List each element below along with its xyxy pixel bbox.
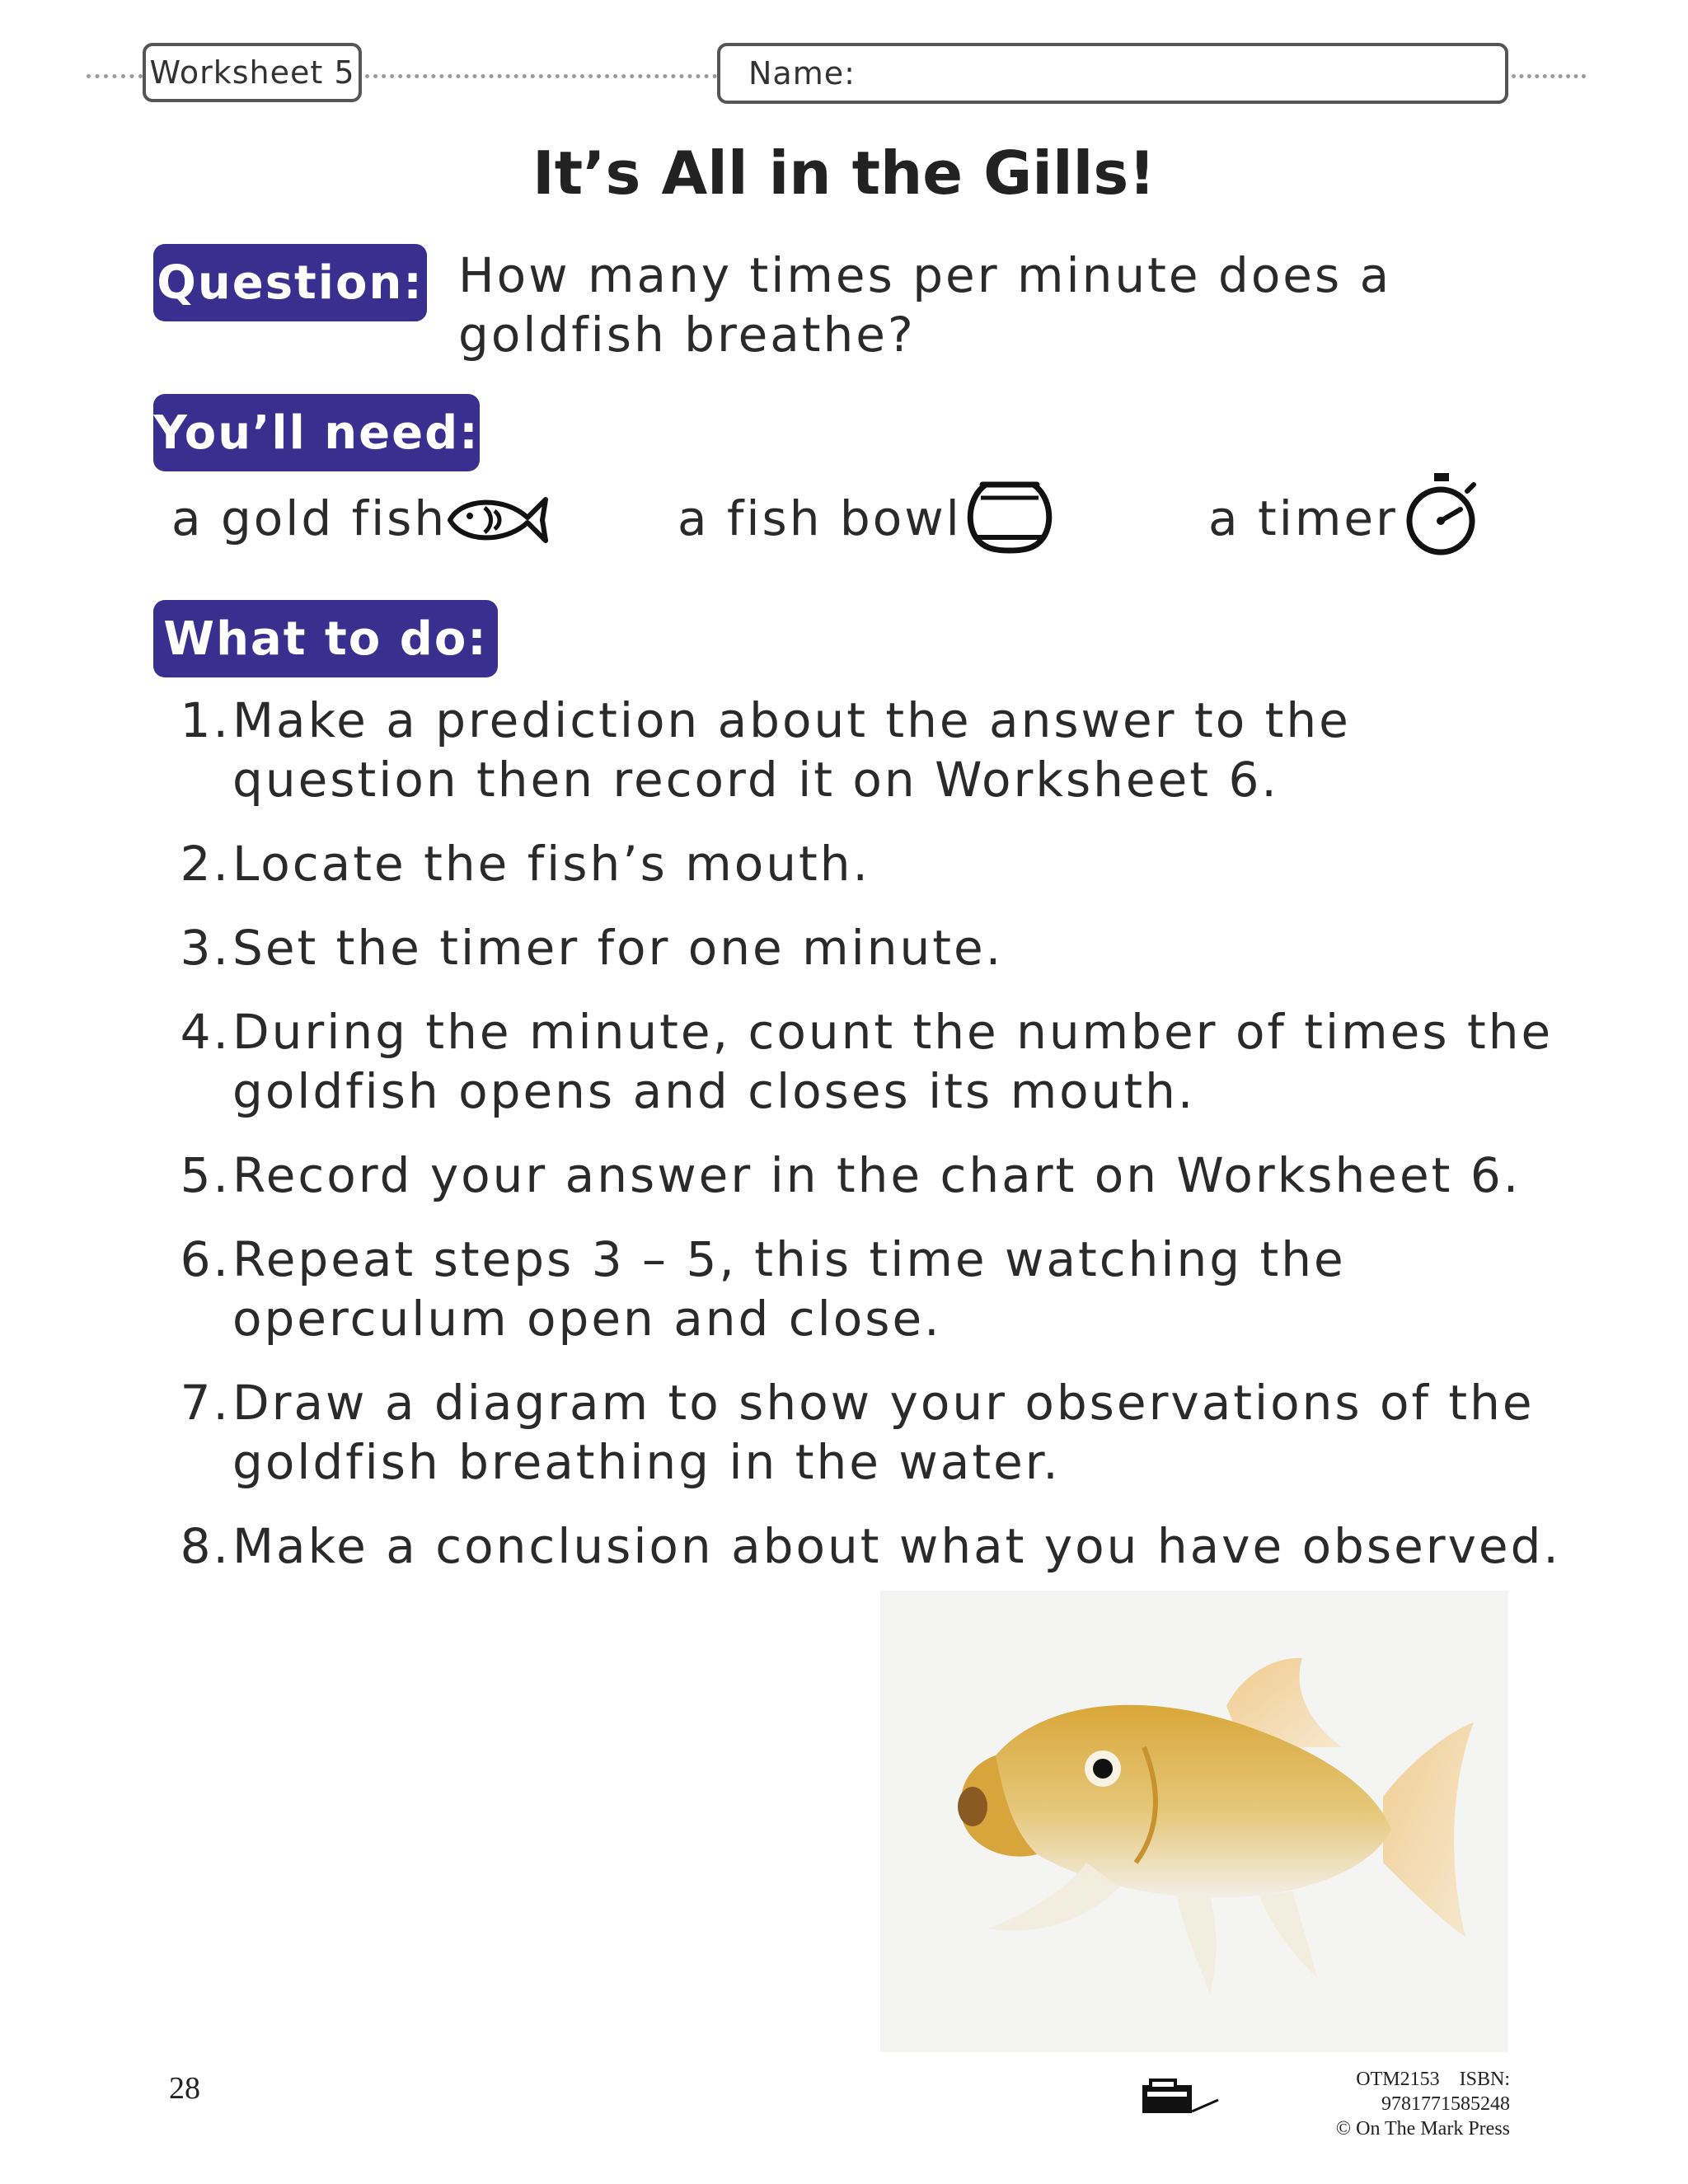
step-5-number: 5. (180, 1147, 231, 1203)
step-3-number: 3. (180, 920, 231, 976)
material-fishbowl (678, 490, 962, 547)
materials-label-text: You’ll need: (153, 405, 480, 460)
header-dotted-line-middle (365, 74, 717, 78)
page-number: 28 (169, 2071, 200, 2106)
step-3-text: Set the timer for one minute. (232, 920, 1004, 976)
step-7-number: 7. (180, 1375, 231, 1431)
copyright: © On The Mark Press (1335, 2118, 1510, 2139)
isbn: ISBN: 9781771585248 (1381, 2069, 1510, 2115)
instructions-label (153, 600, 498, 677)
instruction-steps (173, 691, 1591, 1601)
step-1 (173, 691, 1591, 809)
step-6 (173, 1230, 1591, 1348)
step-2-number: 2. (180, 836, 231, 892)
step-4-number: 4. (180, 1004, 231, 1060)
product-code: OTM2153 (1356, 2069, 1440, 2090)
fishbowl-icon (964, 478, 1055, 557)
material-fishbowl-text: a fish bowl (678, 490, 962, 546)
question-label (153, 244, 427, 321)
page-title: It’s All in the Gills! (532, 138, 1156, 208)
step-4-text: During the minute, count the number of times the goldfish opens and closes its mouth. (232, 1004, 1554, 1119)
footer-line-1 (1230, 2067, 1510, 2116)
material-goldfish (171, 490, 447, 547)
goldfish-photo (880, 1591, 1508, 2052)
material-goldfish-text: a gold fish (171, 490, 448, 546)
step-8 (173, 1516, 1591, 1576)
step-3 (173, 918, 1591, 977)
worksheet-label (143, 43, 362, 102)
materials-label (153, 394, 480, 471)
name-field-label: Name: (748, 55, 856, 91)
step-5-text: Record your answer in the chart on Worksheet 6. (232, 1147, 1522, 1203)
goldfish-illustration (880, 1591, 1508, 2052)
step-8-number: 8. (180, 1518, 231, 1574)
step-6-number: 6. (180, 1231, 231, 1287)
material-timer (1208, 490, 1398, 547)
step-6-text: Repeat steps 3 – 5, this time watching the operculum open and close. (232, 1231, 1346, 1347)
step-7-text: Draw a diagram to show your observations of the goldfish breathing in the water. (232, 1375, 1535, 1490)
name-field[interactable] (717, 43, 1508, 104)
fish-icon (445, 493, 549, 547)
step-2 (173, 834, 1591, 893)
question-label-text: Question: (157, 255, 424, 310)
stopwatch-icon (1401, 471, 1480, 557)
step-8-text: Make a conclusion about what you have observed. (232, 1518, 1561, 1574)
footer-publication-info (1230, 2067, 1510, 2141)
publisher-logo-icon (1139, 2077, 1221, 2118)
step-4 (173, 1002, 1591, 1121)
question-text: How many times per minute does a goldfish breathe? (458, 247, 1392, 363)
step-1-text: Make a prediction about the answer to the question then record it on Worksheet 6. (232, 692, 1351, 808)
step-5 (173, 1146, 1591, 1205)
step-7 (173, 1373, 1591, 1492)
material-timer-text: a timer (1208, 490, 1398, 546)
worksheet-label-text: Worksheet 5 (149, 54, 355, 91)
header-dotted-line-left (87, 74, 143, 78)
header-dotted-line-right (1512, 74, 1586, 78)
instructions-label-text: What to do: (163, 612, 488, 666)
step-1-number: 1. (180, 692, 231, 748)
step-2-text: Locate the fish’s mouth. (232, 836, 870, 892)
